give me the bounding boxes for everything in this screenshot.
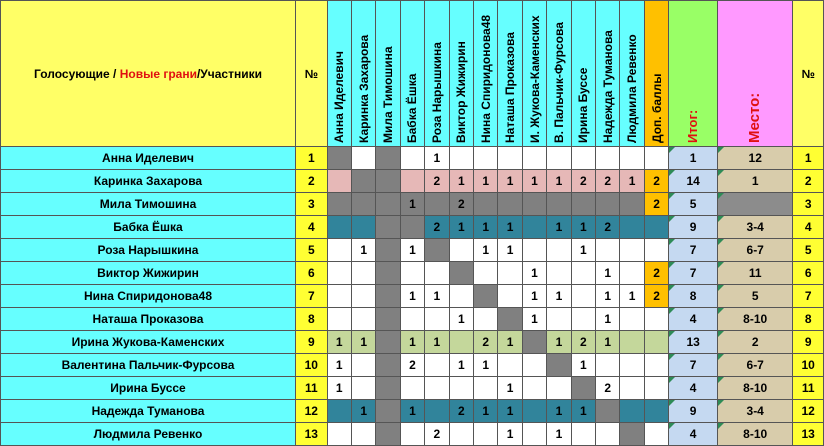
vote-cell[interactable] bbox=[571, 308, 595, 331]
vote-cell[interactable] bbox=[620, 423, 644, 446]
participant-number-right[interactable]: 8 bbox=[793, 308, 824, 331]
vote-cell[interactable]: 1 bbox=[571, 400, 595, 423]
participant-number[interactable]: 13 bbox=[296, 423, 328, 446]
table-row bbox=[1, 423, 824, 446]
vote-cell[interactable] bbox=[498, 308, 522, 331]
vote-cell[interactable]: 1 bbox=[498, 423, 522, 446]
vote-cell[interactable]: 1 bbox=[522, 308, 546, 331]
col-header[interactable] bbox=[351, 1, 375, 147]
vote-cell[interactable] bbox=[596, 193, 620, 216]
participant-name[interactable]: Ирина Буссе bbox=[1, 377, 296, 400]
vote-cell[interactable] bbox=[547, 377, 571, 400]
vote-cell[interactable]: 2 bbox=[449, 193, 473, 216]
bonus-header[interactable] bbox=[644, 1, 668, 147]
vote-cell[interactable] bbox=[571, 377, 595, 400]
vote-cell[interactable] bbox=[620, 331, 644, 354]
vote-cell[interactable]: 1 bbox=[620, 285, 644, 308]
total-cell[interactable]: 4 bbox=[669, 423, 718, 446]
participant-number[interactable]: 8 bbox=[296, 308, 328, 331]
vote-cell[interactable] bbox=[351, 377, 375, 400]
title-part2: /Участники bbox=[196, 66, 262, 81]
vote-cell[interactable]: 1 bbox=[547, 170, 571, 193]
place-cell[interactable]: 3-4 bbox=[718, 216, 793, 239]
vote-cell[interactable] bbox=[376, 377, 400, 400]
vote-cell[interactable]: 2 bbox=[571, 331, 595, 354]
vote-cell[interactable] bbox=[425, 239, 449, 262]
vote-cell[interactable] bbox=[376, 308, 400, 331]
vote-cell[interactable] bbox=[449, 331, 473, 354]
table-row bbox=[1, 354, 824, 377]
vote-cell[interactable] bbox=[473, 147, 497, 170]
vote-cell[interactable]: 1 bbox=[473, 400, 497, 423]
vote-cell[interactable] bbox=[620, 239, 644, 262]
place-cell[interactable]: 3-4 bbox=[718, 400, 793, 423]
vote-cell[interactable] bbox=[327, 147, 351, 170]
table-row bbox=[1, 170, 824, 193]
vote-cell[interactable] bbox=[327, 285, 351, 308]
total-cell[interactable]: 7 bbox=[669, 239, 718, 262]
vote-cell[interactable] bbox=[620, 308, 644, 331]
vote-cell[interactable] bbox=[473, 193, 497, 216]
vote-cell[interactable] bbox=[547, 354, 571, 377]
col-header[interactable] bbox=[449, 1, 473, 147]
vote-cell[interactable] bbox=[547, 239, 571, 262]
total-header[interactable] bbox=[669, 1, 718, 147]
bonus-cell[interactable]: 2 bbox=[644, 170, 668, 193]
vote-cell[interactable]: 1 bbox=[473, 354, 497, 377]
title-part1: Голосующие / bbox=[34, 66, 120, 81]
col-header[interactable] bbox=[498, 1, 522, 147]
vote-cell[interactable] bbox=[596, 400, 620, 423]
vote-cell[interactable] bbox=[376, 170, 400, 193]
col-header[interactable] bbox=[473, 1, 497, 147]
participant-name[interactable]: Валентина Пальчик-Фурсова bbox=[1, 354, 296, 377]
participant-name[interactable]: Мила Тимошина bbox=[1, 193, 296, 216]
vote-cell[interactable]: 1 bbox=[351, 400, 375, 423]
vote-cell[interactable] bbox=[400, 147, 424, 170]
vote-cell[interactable] bbox=[351, 285, 375, 308]
participant-number-right[interactable]: 2 bbox=[793, 170, 824, 193]
vote-cell[interactable]: 1 bbox=[522, 170, 546, 193]
vote-cell[interactable] bbox=[547, 308, 571, 331]
col-header-label: Надежда Туманова bbox=[600, 29, 615, 143]
col-header-label: В. Пальчик-Фурсова bbox=[551, 21, 566, 143]
vote-cell[interactable] bbox=[376, 193, 400, 216]
vote-cell[interactable] bbox=[473, 423, 497, 446]
vote-cell[interactable]: 1 bbox=[498, 216, 522, 239]
col-header[interactable] bbox=[522, 1, 546, 147]
vote-cell[interactable] bbox=[449, 285, 473, 308]
participant-number-right[interactable]: 3 bbox=[793, 193, 824, 216]
vote-cell[interactable]: 1 bbox=[498, 400, 522, 423]
vote-cell[interactable] bbox=[449, 147, 473, 170]
vote-cell[interactable] bbox=[473, 308, 497, 331]
col-header-label: Мила Тимошина bbox=[381, 45, 396, 143]
vote-cell[interactable]: 1 bbox=[498, 239, 522, 262]
vote-cell[interactable]: 1 bbox=[498, 170, 522, 193]
participant-number-right[interactable]: 5 bbox=[793, 239, 824, 262]
vote-cell[interactable] bbox=[522, 331, 546, 354]
bonus-cell[interactable] bbox=[644, 400, 668, 423]
vote-cell[interactable]: 1 bbox=[547, 216, 571, 239]
col-header[interactable] bbox=[425, 1, 449, 147]
table-row bbox=[1, 239, 824, 262]
vote-cell[interactable] bbox=[498, 262, 522, 285]
vote-cell[interactable] bbox=[400, 423, 424, 446]
vote-cell[interactable]: 1 bbox=[571, 239, 595, 262]
total-cell[interactable]: 9 bbox=[669, 216, 718, 239]
participant-name[interactable]: Наташа Проказова bbox=[1, 308, 296, 331]
vote-cell[interactable] bbox=[400, 216, 424, 239]
vote-cell[interactable]: 1 bbox=[473, 239, 497, 262]
vote-cell[interactable] bbox=[522, 377, 546, 400]
vote-cell[interactable] bbox=[376, 285, 400, 308]
vote-cell[interactable]: 1 bbox=[596, 308, 620, 331]
table-row bbox=[1, 285, 824, 308]
col-header-label: Роза Нарышкина bbox=[429, 41, 444, 143]
vote-cell[interactable]: 1 bbox=[449, 216, 473, 239]
table-row bbox=[1, 147, 824, 170]
vote-cell[interactable]: 1 bbox=[400, 400, 424, 423]
vote-cell[interactable] bbox=[351, 147, 375, 170]
vote-cell[interactable] bbox=[351, 216, 375, 239]
vote-cell[interactable] bbox=[620, 354, 644, 377]
col-header[interactable] bbox=[596, 1, 620, 147]
vote-cell[interactable] bbox=[376, 331, 400, 354]
total-cell[interactable]: 9 bbox=[669, 400, 718, 423]
participant-name[interactable]: Каринка Захарова bbox=[1, 170, 296, 193]
participant-name[interactable]: Виктор Жижирин bbox=[1, 262, 296, 285]
bonus-cell[interactable] bbox=[644, 331, 668, 354]
bonus-header-label: Доп. баллы bbox=[649, 72, 664, 143]
bonus-cell[interactable] bbox=[644, 423, 668, 446]
vote-cell[interactable] bbox=[351, 193, 375, 216]
col-header[interactable] bbox=[571, 1, 595, 147]
participant-name[interactable]: Людмила Ревенко bbox=[1, 423, 296, 446]
total-header-label: Итог: bbox=[685, 109, 701, 143]
vote-cell[interactable] bbox=[376, 147, 400, 170]
vote-cell[interactable] bbox=[473, 377, 497, 400]
vote-cell[interactable] bbox=[327, 170, 351, 193]
total-cell[interactable]: 7 bbox=[669, 262, 718, 285]
participant-name[interactable]: Ирина Жукова-Каменских bbox=[1, 331, 296, 354]
vote-cell[interactable]: 1 bbox=[620, 170, 644, 193]
vote-cell[interactable] bbox=[620, 216, 644, 239]
vote-cell[interactable]: 1 bbox=[400, 285, 424, 308]
vote-cell[interactable] bbox=[327, 216, 351, 239]
place-cell[interactable] bbox=[718, 193, 793, 216]
total-cell[interactable]: 13 bbox=[669, 331, 718, 354]
vote-cell[interactable]: 1 bbox=[596, 285, 620, 308]
vote-cell[interactable] bbox=[498, 285, 522, 308]
vote-cell[interactable]: 2 bbox=[425, 216, 449, 239]
vote-cell[interactable] bbox=[522, 354, 546, 377]
vote-cell[interactable] bbox=[596, 147, 620, 170]
vote-cell[interactable] bbox=[425, 193, 449, 216]
vote-cell[interactable]: 1 bbox=[596, 262, 620, 285]
vote-cell[interactable] bbox=[449, 262, 473, 285]
vote-cell[interactable]: 1 bbox=[522, 262, 546, 285]
vote-cell[interactable] bbox=[351, 262, 375, 285]
col-header[interactable] bbox=[327, 1, 351, 147]
col-header-label: Наташа Проказова bbox=[503, 31, 518, 143]
col-header[interactable] bbox=[547, 1, 571, 147]
table-row bbox=[1, 331, 824, 354]
col-header-label: Виктор Жижирин bbox=[454, 40, 469, 143]
vote-cell[interactable] bbox=[596, 239, 620, 262]
vote-cell[interactable] bbox=[522, 147, 546, 170]
bonus-cell[interactable]: 2 bbox=[644, 262, 668, 285]
participant-number[interactable]: 12 bbox=[296, 400, 328, 423]
vote-cell[interactable]: 1 bbox=[547, 423, 571, 446]
table-row bbox=[1, 193, 824, 216]
participant-number-right[interactable]: 12 bbox=[793, 400, 824, 423]
table-row bbox=[1, 400, 824, 423]
vote-cell[interactable]: 2 bbox=[425, 170, 449, 193]
vote-cell[interactable] bbox=[571, 285, 595, 308]
vote-cell[interactable] bbox=[351, 170, 375, 193]
vote-cell[interactable]: 1 bbox=[425, 147, 449, 170]
vote-cell[interactable] bbox=[522, 239, 546, 262]
place-cell[interactable]: 6-7 bbox=[718, 354, 793, 377]
vote-cell[interactable] bbox=[425, 262, 449, 285]
vote-cell[interactable] bbox=[620, 377, 644, 400]
vote-cell[interactable]: 1 bbox=[400, 193, 424, 216]
total-cell[interactable]: 8 bbox=[669, 285, 718, 308]
vote-cell[interactable] bbox=[596, 423, 620, 446]
vote-cell[interactable]: 1 bbox=[351, 239, 375, 262]
vote-cell[interactable] bbox=[376, 216, 400, 239]
col-header-label: И. Жукова-Каменских bbox=[527, 14, 542, 143]
vote-cell[interactable]: 2 bbox=[596, 377, 620, 400]
vote-cell[interactable] bbox=[620, 193, 644, 216]
total-cell[interactable]: 14 bbox=[669, 170, 718, 193]
vote-cell[interactable]: 1 bbox=[327, 377, 351, 400]
bonus-cell[interactable] bbox=[644, 354, 668, 377]
vote-cell[interactable]: 2 bbox=[596, 216, 620, 239]
participant-name[interactable]: Бабка Ёшка bbox=[1, 216, 296, 239]
place-cell[interactable]: 1 bbox=[718, 170, 793, 193]
vote-cell[interactable]: 1 bbox=[425, 331, 449, 354]
participant-name[interactable]: Роза Нарышкина bbox=[1, 239, 296, 262]
place-cell[interactable]: 12 bbox=[718, 147, 793, 170]
vote-cell[interactable] bbox=[547, 147, 571, 170]
bonus-cell[interactable]: 2 bbox=[644, 285, 668, 308]
col-header[interactable] bbox=[400, 1, 424, 147]
vote-cell[interactable]: 1 bbox=[473, 216, 497, 239]
vote-cell[interactable]: 1 bbox=[449, 170, 473, 193]
col-header[interactable] bbox=[620, 1, 644, 147]
col-header-label: Нина Спиридонова48 bbox=[478, 14, 493, 143]
vote-cell[interactable] bbox=[376, 354, 400, 377]
participant-name[interactable]: Надежда Туманова bbox=[1, 400, 296, 423]
vote-cell[interactable] bbox=[620, 400, 644, 423]
title-red-part: Новые грани bbox=[119, 66, 197, 81]
participant-number-right[interactable]: 7 bbox=[793, 285, 824, 308]
vote-cell[interactable] bbox=[400, 262, 424, 285]
vote-cell[interactable]: 2 bbox=[473, 331, 497, 354]
vote-cell[interactable] bbox=[498, 354, 522, 377]
vote-cell[interactable]: 1 bbox=[449, 354, 473, 377]
participant-number[interactable]: 4 bbox=[296, 216, 328, 239]
vote-cell[interactable] bbox=[547, 193, 571, 216]
bonus-cell[interactable] bbox=[644, 308, 668, 331]
vote-cell[interactable] bbox=[498, 193, 522, 216]
vote-cell[interactable] bbox=[596, 354, 620, 377]
vote-cell[interactable] bbox=[351, 423, 375, 446]
header-row bbox=[1, 1, 824, 147]
vote-cell[interactable] bbox=[376, 400, 400, 423]
vote-cell[interactable] bbox=[571, 262, 595, 285]
participant-number-right[interactable]: 1 bbox=[793, 147, 824, 170]
vote-cell[interactable]: 2 bbox=[425, 423, 449, 446]
vote-cell[interactable] bbox=[620, 147, 644, 170]
vote-cell[interactable] bbox=[376, 239, 400, 262]
vote-cell[interactable] bbox=[473, 262, 497, 285]
vote-cell[interactable] bbox=[425, 354, 449, 377]
vote-cell[interactable] bbox=[449, 423, 473, 446]
participant-number[interactable]: 7 bbox=[296, 285, 328, 308]
total-cell[interactable]: 5 bbox=[669, 193, 718, 216]
vote-cell[interactable] bbox=[327, 239, 351, 262]
vote-cell[interactable] bbox=[376, 423, 400, 446]
participant-number[interactable]: 9 bbox=[296, 331, 328, 354]
vote-cell[interactable] bbox=[327, 262, 351, 285]
vote-cell[interactable]: 2 bbox=[596, 170, 620, 193]
vote-cell[interactable] bbox=[473, 285, 497, 308]
participant-number-right[interactable]: 4 bbox=[793, 216, 824, 239]
vote-cell[interactable] bbox=[400, 170, 424, 193]
vote-cell[interactable]: 1 bbox=[498, 377, 522, 400]
bonus-cell[interactable] bbox=[644, 377, 668, 400]
vote-cell[interactable]: 1 bbox=[571, 216, 595, 239]
vote-cell[interactable]: 2 bbox=[571, 170, 595, 193]
participant-number[interactable]: 2 bbox=[296, 170, 328, 193]
vote-cell[interactable] bbox=[400, 308, 424, 331]
vote-cell[interactable] bbox=[522, 216, 546, 239]
vote-cell[interactable]: 1 bbox=[400, 239, 424, 262]
vote-cell[interactable]: 1 bbox=[327, 331, 351, 354]
table-row bbox=[1, 308, 824, 331]
vote-cell[interactable] bbox=[571, 423, 595, 446]
vote-cell[interactable]: 1 bbox=[547, 285, 571, 308]
participant-number[interactable]: 11 bbox=[296, 377, 328, 400]
vote-cell[interactable] bbox=[351, 354, 375, 377]
participant-number-right[interactable]: 6 bbox=[793, 262, 824, 285]
table-row bbox=[1, 377, 824, 400]
participant-number-right[interactable]: 13 bbox=[793, 423, 824, 446]
place-cell[interactable]: 8-10 bbox=[718, 308, 793, 331]
vote-cell[interactable] bbox=[425, 400, 449, 423]
total-cell[interactable]: 4 bbox=[669, 308, 718, 331]
vote-cell[interactable] bbox=[327, 308, 351, 331]
vote-cell[interactable]: 1 bbox=[571, 354, 595, 377]
participant-name[interactable]: Анна Иделевич bbox=[1, 147, 296, 170]
bonus-cell[interactable]: 2 bbox=[644, 193, 668, 216]
bonus-cell[interactable] bbox=[644, 147, 668, 170]
vote-cell[interactable] bbox=[327, 400, 351, 423]
col-header-label: Людмила Ревенко bbox=[625, 33, 640, 143]
vote-cell[interactable] bbox=[522, 423, 546, 446]
col-header-label: Анна Иделевич bbox=[332, 50, 347, 143]
participant-number-right[interactable]: 10 bbox=[793, 354, 824, 377]
vote-cell[interactable]: 1 bbox=[547, 400, 571, 423]
number-header-right: № bbox=[793, 1, 824, 147]
table-title bbox=[1, 1, 296, 147]
participant-number-right[interactable]: 9 bbox=[793, 331, 824, 354]
vote-cell[interactable]: 2 bbox=[400, 354, 424, 377]
vote-cell[interactable]: 1 bbox=[498, 331, 522, 354]
bonus-cell[interactable] bbox=[644, 216, 668, 239]
participant-number-right[interactable]: 11 bbox=[793, 377, 824, 400]
vote-cell[interactable] bbox=[376, 262, 400, 285]
vote-cell[interactable] bbox=[400, 377, 424, 400]
participant-number[interactable]: 3 bbox=[296, 193, 328, 216]
vote-cell[interactable]: 1 bbox=[473, 170, 497, 193]
number-header: № bbox=[296, 1, 328, 147]
vote-cell[interactable]: 1 bbox=[425, 285, 449, 308]
col-header-label: Бабка Ёшка bbox=[405, 73, 420, 143]
place-cell[interactable]: 6-7 bbox=[718, 239, 793, 262]
table-row bbox=[1, 262, 824, 285]
col-header-label: Ирина Буссе bbox=[576, 67, 591, 143]
vote-cell[interactable] bbox=[327, 423, 351, 446]
total-cell[interactable]: 1 bbox=[669, 147, 718, 170]
place-cell[interactable]: 8-10 bbox=[718, 377, 793, 400]
vote-cell[interactable]: 1 bbox=[522, 285, 546, 308]
vote-cell[interactable] bbox=[522, 400, 546, 423]
vote-cell[interactable]: 1 bbox=[400, 331, 424, 354]
vote-cell[interactable] bbox=[498, 147, 522, 170]
place-header-label: Место: bbox=[746, 92, 764, 143]
participant-name[interactable]: Нина Спиридонова48 bbox=[1, 285, 296, 308]
vote-cell[interactable] bbox=[449, 377, 473, 400]
col-header[interactable] bbox=[376, 1, 400, 147]
col-header-label: Каринка Захарова bbox=[356, 34, 371, 143]
total-cell[interactable]: 7 bbox=[669, 354, 718, 377]
participant-number[interactable]: 6 bbox=[296, 262, 328, 285]
total-cell[interactable]: 4 bbox=[669, 377, 718, 400]
vote-cell[interactable]: 1 bbox=[449, 308, 473, 331]
vote-cell[interactable] bbox=[571, 147, 595, 170]
vote-cell[interactable]: 1 bbox=[596, 331, 620, 354]
place-cell[interactable]: 5 bbox=[718, 285, 793, 308]
vote-cell[interactable] bbox=[425, 308, 449, 331]
vote-cell[interactable] bbox=[620, 262, 644, 285]
table-row bbox=[1, 216, 824, 239]
participant-number[interactable]: 10 bbox=[296, 354, 328, 377]
vote-cell[interactable] bbox=[547, 262, 571, 285]
vote-cell[interactable]: 1 bbox=[327, 354, 351, 377]
vote-cell[interactable]: 1 bbox=[351, 331, 375, 354]
place-cell[interactable]: 8-10 bbox=[718, 423, 793, 446]
place-header[interactable] bbox=[718, 1, 793, 147]
vote-cell[interactable]: 2 bbox=[449, 400, 473, 423]
bonus-cell[interactable] bbox=[644, 239, 668, 262]
vote-cell[interactable] bbox=[522, 193, 546, 216]
participant-number[interactable]: 1 bbox=[296, 147, 328, 170]
participant-number[interactable]: 5 bbox=[296, 239, 328, 262]
vote-cell[interactable] bbox=[351, 308, 375, 331]
vote-cell[interactable] bbox=[571, 193, 595, 216]
vote-cell[interactable] bbox=[449, 239, 473, 262]
vote-cell[interactable]: 1 bbox=[547, 331, 571, 354]
place-cell[interactable]: 11 bbox=[718, 262, 793, 285]
vote-cell[interactable] bbox=[327, 193, 351, 216]
place-cell[interactable]: 2 bbox=[718, 331, 793, 354]
vote-cell[interactable] bbox=[425, 377, 449, 400]
